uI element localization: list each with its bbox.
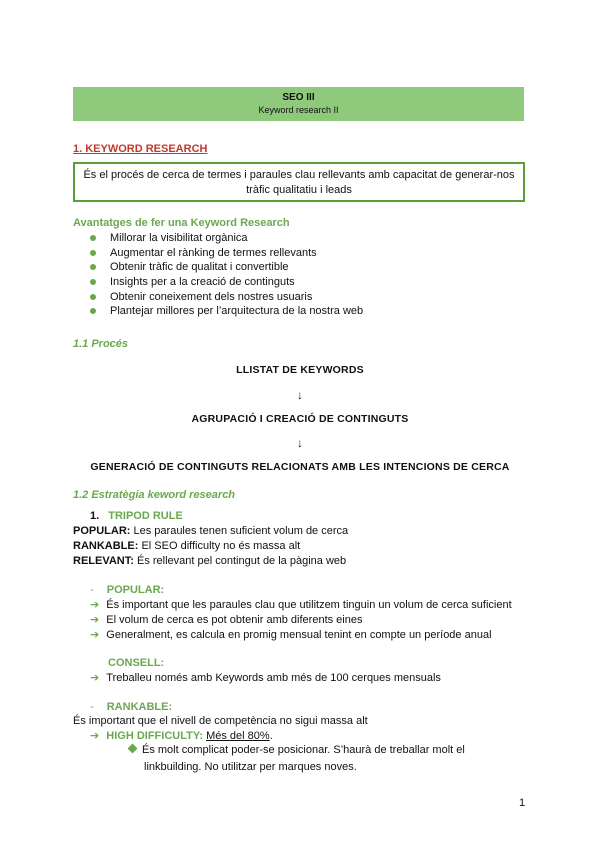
advantages-heading: Avantatges de fer una Keyword Research (73, 217, 290, 229)
down-arrow-icon: ↓ (297, 436, 303, 450)
high-difficulty-note-line-1: És molt complicat poder-se posicionar. S’haurà de treballar molt el (129, 743, 465, 757)
advice-heading: CONSELL: (108, 657, 165, 669)
arrow-right-icon: ➔ (90, 672, 100, 684)
popular-point: ➔ El volum de cerca es pot obtenir amb diferents eines (90, 614, 363, 626)
popular-point: ➔ És important que les paraules clau que utilitzem tinguin un volum de cerca suficient (90, 599, 512, 611)
arrow-right-icon: ➔ (90, 614, 100, 626)
rankable-intro: És important que el nivell de competència no sigui massa alt (73, 715, 368, 727)
rule-popular: POPULAR: Les paraules tenen suficient volum de cerca (73, 525, 349, 537)
definition-line-1: És el procés de cerca de termes i paraules clau rellevants amb capacitat de generar-nos (83, 169, 515, 181)
document-subtitle: Keyword research II (258, 105, 339, 115)
high-difficulty-note-line-2: linkbuilding. No utilitzar per marques noves. (144, 761, 357, 773)
list-item: Obtenir coneixement dels nostres usuaris (90, 290, 363, 305)
rankable-subheading: - RANKABLE: (90, 701, 173, 713)
document-title: SEO III (282, 92, 315, 103)
arrow-right-icon: ➔ (90, 599, 100, 611)
popular-point: ➔ Generalment, es calcula en promig mensual tenint en compte un període anual (90, 629, 492, 641)
process-heading: 1.1 Procés (73, 338, 129, 350)
bullet-icon (90, 250, 96, 256)
arrow-right-icon: ➔ (90, 629, 100, 641)
bullet-icon (90, 294, 96, 300)
down-arrow-icon: ↓ (297, 388, 303, 402)
rule-relevant: RELEVANT: És rellevant pel contingut de la pàgina web (73, 555, 347, 567)
popular-subheading: - POPULAR: (90, 584, 165, 596)
diamond-bullet-icon (128, 744, 138, 754)
process-step-1: LLISTAT DE KEYWORDS (236, 364, 364, 376)
list-item: Insights per a la creació de continguts (90, 275, 363, 290)
strategy-heading: 1.2 Estratègia keword research (73, 489, 236, 501)
tripod-number: 1. (90, 510, 100, 522)
tripod-title: TRIPOD RULE (108, 510, 183, 522)
section-heading-keyword-research: 1. KEYWORD RESEARCH (73, 143, 208, 155)
tripod-rule-heading (90, 509, 183, 523)
high-difficulty-point: ➔ HIGH DIFFICULTY: Més del 80%. (90, 730, 273, 742)
advantages-list (90, 231, 363, 319)
page-number: 1 (519, 797, 526, 809)
title-banner (73, 87, 524, 121)
arrow-right-icon: ➔ (90, 730, 100, 742)
definition-line-2: tràfic qualitatiu i leads (246, 184, 352, 196)
process-step-2: AGRUPACIÓ I CREACIÓ DE CONTINGUTS (191, 413, 409, 425)
rule-rankable: RANKABLE: El SEO difficulty no és massa alt (73, 540, 301, 552)
process-step-3: GENERACIÓ DE CONTINGUTS RELACIONATS AMB LES INTENCIONS DE CERCA (90, 461, 510, 473)
bullet-icon (90, 308, 96, 314)
bullet-icon (90, 235, 96, 241)
list-item: Augmentar el rànking de termes rellevants (90, 246, 363, 261)
advice-point: ➔ Treballeu només amb Keywords amb més de 100 cerques mensuals (90, 672, 441, 684)
list-item: Obtenir tràfic de qualitat i convertible (90, 260, 363, 275)
bullet-icon (90, 264, 96, 270)
definition-box (73, 162, 525, 202)
list-item: Plantejar millores per l’arquitectura de la nostra web (90, 304, 363, 319)
list-item: Millorar la visibilitat orgànica (90, 231, 363, 246)
bullet-icon (90, 279, 96, 285)
